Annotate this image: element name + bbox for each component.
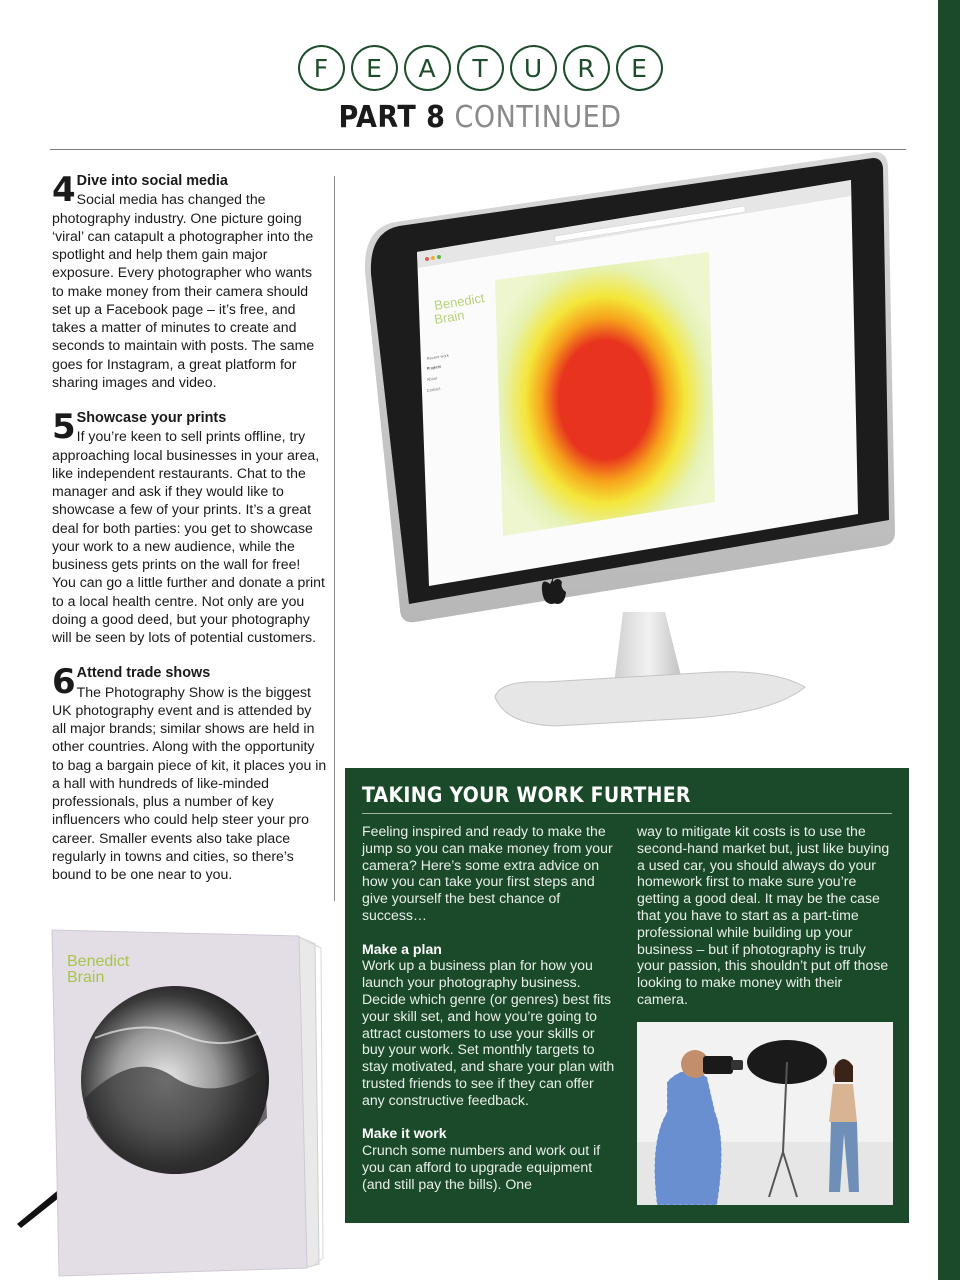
studio-photo-image	[637, 1022, 893, 1205]
page-title	[0, 100, 960, 135]
box-work-heading: Make it work	[362, 1125, 447, 1142]
model-figure	[829, 1084, 857, 1122]
box-left-column	[362, 823, 620, 1209]
tip-heading: Dive into social media	[76, 173, 228, 189]
imac-monitor-image	[355, 152, 900, 762]
box-right-body: way to mitigate kit costs is to use the second-hand market but, just like buying a used car, you should always do your homework first to make sure you’re getting a good deal. It may be the case that you have to start as a part-time professional while building up your business – but if photography is truly your passion, this shouldn’t put off those looking to make money with their camera.	[637, 823, 890, 1007]
screen-nav-item: About	[426, 375, 438, 382]
box-divider	[362, 813, 892, 814]
tip-number: 5	[52, 407, 76, 447]
box-title: TAKING YOUR WORK FURTHER	[362, 783, 691, 807]
tip-section-4	[52, 172, 327, 391]
tip-section-5	[52, 409, 327, 646]
book-brand-line-1: Benedict	[67, 953, 130, 970]
tip-body: If you’re keen to sell prints offline, try approaching local businesses in your area, like independent restaurants. Chat to the manager and ask if they would like to showcase a few of your prints. It’s a great deal for both parties: you get to showcase your work to a new audience, while the business gets prints on the wall for free! You can go a little further and donate a print to a local health centre. Not only are you doing a good deed, but your photography will be seen by lots of potential customers.	[52, 428, 325, 645]
screen-brand-line-2: Brain	[433, 307, 466, 327]
screen-nav-item: Contact	[426, 385, 441, 393]
tip-heading: Attend trade shows	[76, 665, 211, 682]
feature-letter: R	[563, 45, 610, 91]
tip-number: 6	[52, 662, 76, 703]
part-number: PART 8	[338, 100, 446, 135]
box-plan-body: Work up a business plan for how you launch your photography business. Decide which genre (or genres) best fits your skill set, and how you’re going to attract customers to use your skills or buy your work. Set monthly targets to stay motivated, and share your plan with trusted friends to see if they can offer any constructive feedback.	[362, 957, 615, 1108]
box-right-column	[637, 823, 895, 1025]
book-brand-line-2: Brain	[67, 969, 105, 986]
box-plan-section	[362, 941, 620, 1109]
screen-nav-item: Recent work	[426, 352, 450, 361]
column-divider	[334, 176, 335, 901]
header-divider	[50, 149, 906, 150]
tip-section-6	[52, 664, 327, 883]
feature-letter: T	[457, 45, 504, 91]
tip-number: 4	[52, 170, 76, 210]
monitor-base	[495, 672, 805, 726]
side-stripe	[938, 0, 960, 1280]
feature-letter: F	[298, 45, 345, 91]
screen-brand-line-1: Benedict	[433, 290, 486, 313]
tip-body: Social media has changed the photography industry. One picture going ‘viral’ can catapult a photographer into the spotlight and help them gain major exposure. Every photographer who wants to make money from their camera should set up a Facebook page – it’s free, and takes a matter of minutes to create and seconds to maintain with posts. The same goes for Instagram, a great platform for sharing images and video.	[52, 191, 315, 390]
tip-heading: Showcase your prints	[76, 410, 227, 426]
feature-letter: A	[404, 45, 451, 91]
feature-heading	[0, 45, 960, 91]
box-work-section	[362, 1125, 620, 1192]
feature-letter: E	[616, 45, 663, 91]
left-column	[52, 172, 327, 901]
tip-body: The Photography Show is the biggest UK photography event and is attended by all major brands; similar shows are held in other countries. Along with the opportunity to bag a bargain piece of kit, it places you in a hall with hundreds of like-minded professionals, plus a number of key influencers who could help steer your pro career. Smaller events also take place regularly in towns and cities, so there’s bound to be one near to you.	[52, 683, 327, 882]
box-intro: Feeling inspired and ready to make the jump so you can make money from your camera? Here’s some extra advice on how you can take your first steps and give yourself the best chance of success…	[362, 823, 613, 923]
box-plan-heading: Make a plan	[362, 940, 442, 957]
screen-artwork	[495, 252, 715, 536]
box-work-body: Crunch some numbers and work out if you can afford to upgrade equipment (and still pay the bills). One	[362, 1142, 601, 1192]
screen-nav-item: Projects	[426, 363, 442, 371]
tip-box	[345, 768, 909, 1223]
feature-letter: U	[510, 45, 557, 91]
photo-book-image	[15, 928, 333, 1278]
feature-letter: E	[351, 45, 398, 91]
part-continued: CONTINUED	[454, 100, 622, 135]
